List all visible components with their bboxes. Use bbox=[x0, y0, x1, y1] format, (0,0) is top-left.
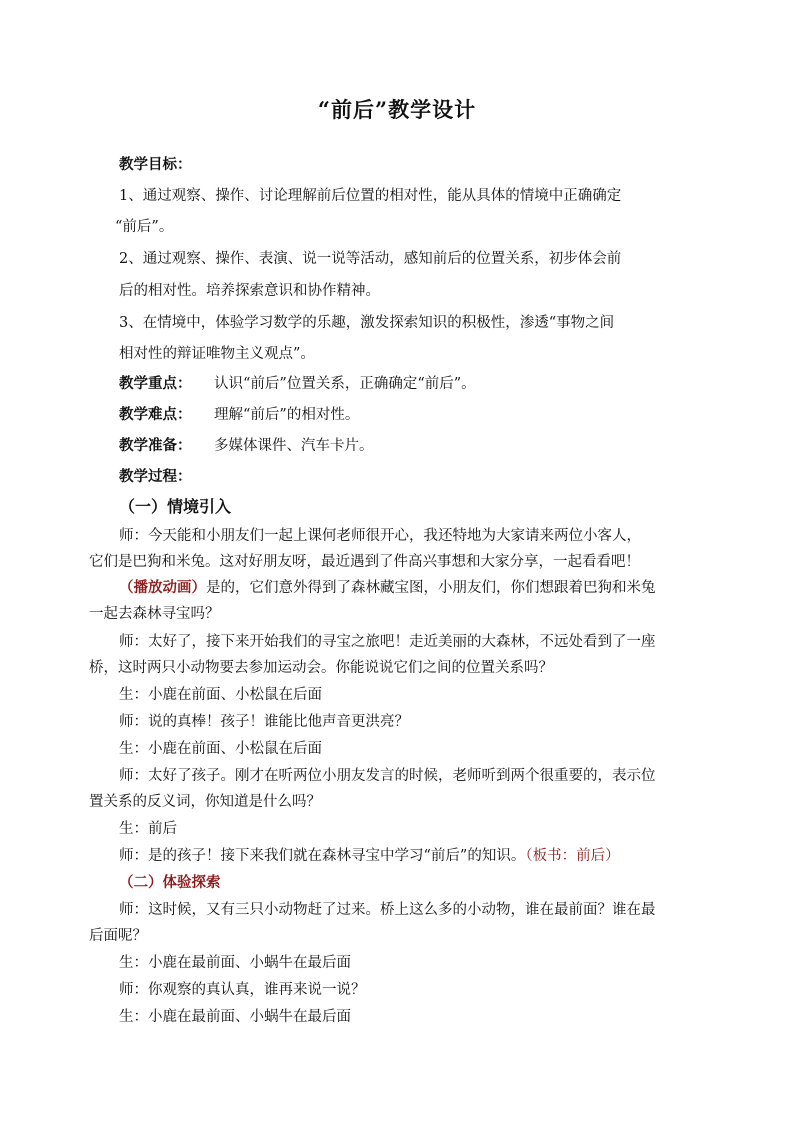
difficulty-row bbox=[119, 405, 359, 425]
section-1-teacher-2-text: 师：是的孩子！接下来我们就在森林寻宝中学习“前后”的知识。 bbox=[119, 848, 526, 864]
preparation-row bbox=[119, 436, 374, 456]
section-1-para-1-line-2: 它们是巴狗和米兔。这对好朋友呀，最近遇到了件高兴事想和大家分享，一起看看吧！ bbox=[89, 554, 640, 570]
section-2-teacher-1: 师：你观察的真认真，谁再来说一说？ bbox=[119, 982, 366, 998]
section-1-teacher-2 bbox=[119, 846, 620, 866]
objective-1-line-2: “前后”。 bbox=[115, 219, 174, 235]
section-1-para-4-line-1: 师：太好了孩子。刚才在听两位小朋友发言的时候，老师听到两个很重要的，表示位 bbox=[119, 768, 656, 784]
objective-3-line-1: 3、在情境中，体验学习数学的乐趣，激发探索知识的积极性，渗透“事物之间 bbox=[119, 315, 615, 331]
objective-2-line-1: 2、通过观察、操作、表演、说一说等活动，感知前后的位置关系，初步体会前 bbox=[119, 251, 622, 267]
section-2-heading: （二）体验探索 bbox=[119, 874, 221, 891]
key-point-text: 认识“前后”位置关系，正确确定“前后”。 bbox=[214, 376, 476, 392]
section-1-para-4-line-2: 置关系的反义词，你知道是什么吗？ bbox=[89, 794, 321, 810]
section-1-teacher-1: 师：说的真棒！孩子！谁能比他声音更洪亮？ bbox=[119, 714, 409, 730]
objective-2-line-2: 后的相对性。培养探索意识和协作精神。 bbox=[119, 283, 380, 299]
preparation-text: 多媒体课件、汽车卡片。 bbox=[214, 438, 374, 454]
document-title: “前后”教学设计 bbox=[317, 97, 477, 122]
objective-3-line-2: 相对性的辩证唯物主义观点”。 bbox=[119, 346, 315, 362]
section-2-para-1-line-1: 师：这时候，又有三只小动物赶了过来。桥上这么多的小动物，谁在最前面？谁在最 bbox=[119, 902, 656, 918]
objective-1-line-1: 1、通过观察、操作、讨论理解前后位置的相对性，能从具体的情境中正确确定 bbox=[119, 188, 622, 204]
preparation-label: 教学准备： bbox=[119, 437, 192, 454]
blackboard-note: （板书：前后） bbox=[525, 848, 620, 864]
section-1-para-3-line-2: 桥，这时两只小动物要去参加运动会。你能说说它们之间的位置关系吗？ bbox=[89, 660, 553, 676]
difficulty-label: 教学难点： bbox=[119, 406, 192, 423]
section-1-heading: （一）情境引入 bbox=[119, 497, 232, 516]
section-1-para-2-line-2: 一起去森林寻宝吗？ bbox=[89, 606, 220, 622]
difficulty-text: 理解“前后”的相对性。 bbox=[214, 407, 360, 423]
section-1-para-1-line-1: 师：今天能和小朋友们一起上课何老师很开心，我还特地为大家请来两位小客人， bbox=[119, 528, 641, 544]
key-point-row bbox=[119, 374, 476, 394]
section-1-para-3-line-1: 师：太好了，接下来开始我们的寻宝之旅吧！走近美丽的大森林，不远处看到了一座 bbox=[119, 634, 656, 650]
objectives-heading: 教学目标： bbox=[119, 156, 192, 173]
section-2-student-2: 生：小鹿在最前面、小蜗牛在最后面 bbox=[119, 1009, 351, 1025]
section-1-student-1: 生：小鹿在前面、小松鼠在后面 bbox=[119, 687, 322, 703]
section-2-student-1: 生：小鹿在最前面、小蜗牛在最后面 bbox=[119, 955, 351, 971]
section-2-para-1-line-2: 后面呢？ bbox=[89, 928, 147, 944]
process-heading: 教学过程： bbox=[119, 468, 192, 485]
section-1-para-2-text: 是的，它们意外得到了森林藏宝图，小朋友们，你们想跟着巴狗和米兔 bbox=[206, 580, 656, 596]
play-animation-note: （播放动画） bbox=[119, 579, 206, 596]
key-point-label: 教学重点： bbox=[119, 375, 192, 392]
section-1-para-2-line-1 bbox=[119, 578, 656, 598]
section-1-student-2: 生：小鹿在前面、小松鼠在后面 bbox=[119, 741, 322, 757]
section-1-student-3: 生：前后 bbox=[119, 821, 177, 837]
